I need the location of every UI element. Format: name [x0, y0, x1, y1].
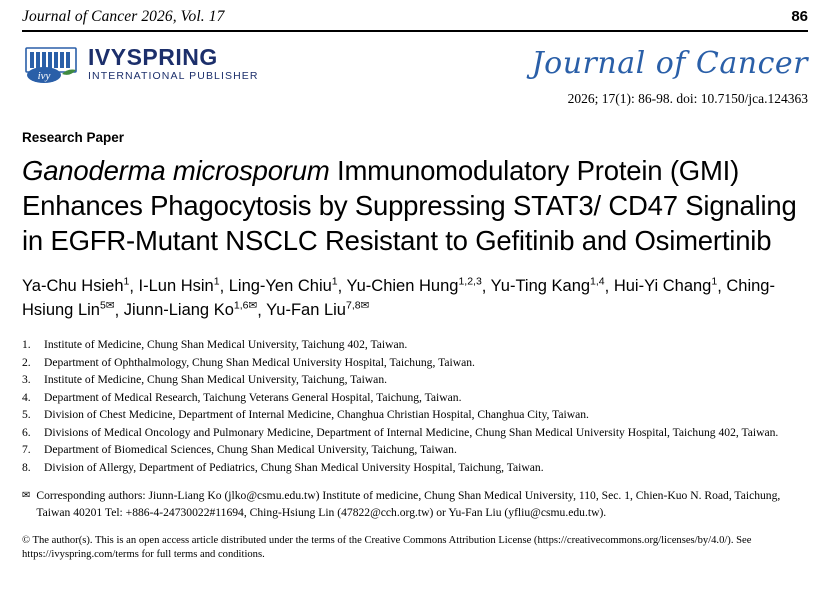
running-head	[22, 0, 808, 30]
affiliation-item	[22, 390, 808, 406]
envelope-icon: ✉	[105, 299, 115, 312]
affiliation-number: 5.	[22, 408, 31, 422]
author[interactable]	[229, 277, 338, 295]
affiliation-text: Institute of Medicine, Chung Shan Medical University, Taichung, Taiwan.	[44, 373, 388, 387]
svg-text:ivy: ivy	[37, 70, 51, 82]
author[interactable]	[124, 301, 258, 319]
author[interactable]	[266, 301, 369, 319]
author[interactable]	[614, 277, 717, 295]
affiliation-item	[22, 337, 808, 353]
affiliation-number: 6.	[22, 425, 31, 439]
publisher-brand[interactable]	[22, 42, 259, 86]
publisher-subtitle: INTERNATIONAL PUBLISHER	[88, 70, 259, 83]
header-divider	[22, 30, 808, 32]
ivyspring-logo-icon	[22, 42, 80, 86]
author[interactable]	[491, 277, 605, 295]
author-name: Ya-Chu Hsieh	[22, 277, 124, 296]
envelope-icon: ✉	[360, 299, 370, 312]
author-name: Hui-Yi Chang	[613, 277, 712, 296]
affiliation-item	[22, 372, 808, 388]
author-name: Yu-Ting Kang	[490, 277, 591, 296]
author-affiliation-marker: 1,2,3	[458, 275, 482, 288]
author[interactable]	[347, 277, 482, 295]
affiliation-text: Division of Chest Medicine, Department of Internal Medicine, Changhua Christian Hospital, Changhua City, Taiwan.	[44, 408, 589, 422]
publisher-name: IVYSPRING	[88, 44, 218, 71]
author-affiliation-marker: 1	[331, 275, 338, 288]
running-head-journal: Journal of Cancer 2026, Vol. 17	[22, 8, 225, 25]
affiliation-number: 7.	[22, 443, 31, 457]
affiliation-number: 8.	[22, 460, 31, 474]
author[interactable]	[22, 277, 129, 295]
affiliation-item	[22, 442, 808, 458]
author-affiliation-marker: 1	[213, 275, 220, 288]
corresponding-text: Corresponding authors: Jiunn-Liang Ko (jlko@csmu.edu.tw) Institute of medicine, Chung Shan Medical University, 110, Sec. 1, Chien-Kuo N. Road, Taichung, Taiwan 40201 Tel: +886-4-24730022#11694, Ching-Hsiung Lin (47822@cch.org.tw) or Yu-Fan Liu (yfliu@csmu.edu.tw).	[36, 489, 781, 519]
author-affiliation-marker: 5	[99, 299, 106, 312]
affiliation-item	[22, 355, 808, 371]
journal-block	[532, 42, 808, 107]
author-name: Yu-Fan Liu	[266, 301, 346, 320]
author[interactable]	[139, 277, 220, 295]
author-affiliation-marker: 1	[711, 275, 718, 288]
author-affiliation-marker: 7,8	[345, 299, 361, 312]
affiliation-number: 3.	[22, 373, 31, 387]
envelope-icon: ✉	[22, 490, 31, 502]
corresponding-authors	[22, 488, 808, 522]
author-name: I-Lun Hsin	[138, 277, 214, 296]
affiliation-item	[22, 425, 808, 441]
affiliation-text: Divisions of Medical Oncology and Pulmonary Medicine, Department of Internal Medicine, Chung Shan Medical University Hospital, Taichung 402, Taiwan.	[44, 425, 779, 439]
affiliation-number: 4.	[22, 390, 31, 404]
author-name: Jiunn-Liang Ko	[123, 301, 234, 320]
page-number: 86	[791, 8, 808, 25]
journal-citation: 2026; 17(1): 86-98. doi: 10.7150/jca.124363	[567, 91, 808, 106]
author-affiliation-marker: 1,6	[233, 299, 249, 312]
affiliation-number: 2.	[22, 355, 31, 369]
affiliation-item	[22, 460, 808, 476]
affiliation-list	[22, 337, 808, 476]
license-notice: © The author(s). This is an open access article distributed under the terms of the Creative Commons Attribution License (https://creativecommons.org/licenses/by/4.0/). See https://ivyspring.com/terms for full terms and conditions.	[22, 534, 752, 561]
affiliation-text: Department of Biomedical Sciences, Chung Shan Medical University, Taichung, Taiwan.	[44, 443, 457, 457]
author-list: Ya-Chu Hsieh$^1$, I-Lun Hsin$^1$, Ling-Yen Chiu$^1$, Yu-Chien Hung$^{1,2,3}$, Yu-Ting Kang$^{1,4}$, Hui-Yi Chang$^1$, Ching-Hsiung Lin$^{5✉}$, Jiunn-Liang $Ko^{1,6✉}$, Yu-Fan Liu$^{7,8✉}$	[22, 275, 775, 320]
article-type-label: Research Paper	[22, 130, 125, 145]
author-name: Ling-Yen Chiu	[228, 277, 332, 296]
page-title	[22, 153, 808, 259]
affiliation-item	[22, 407, 808, 423]
affiliation-text: Division of Allergy, Department of Pediatrics, Chung Shan Medical University Hospital, Taichung, Taiwan.	[44, 460, 544, 474]
author-affiliation-marker: 1	[123, 275, 130, 288]
affiliation-text: Department of Medical Research, Taichung Veterans General Hospital, Taichung, Taiwan.	[44, 390, 462, 404]
affiliation-number: 1.	[22, 338, 31, 352]
author-name: Ching-Hsiung Lin	[22, 277, 775, 320]
title-part: Immunomodulatory Protein (GMI) Enhances Phagocytosis by Suppressing STAT3/ CD47 Signaling in EGFR-Mutant NSCLC Resistant to Gefitinib and Osimertinib	[22, 155, 797, 257]
author-name: Yu-Chien Hung	[346, 277, 459, 296]
journal-title: Journal of Cancer	[531, 46, 808, 81]
title-part: Ganoderma microsporum	[22, 155, 330, 186]
envelope-icon: ✉	[248, 299, 258, 312]
author-affiliation-marker: 1,4	[590, 275, 605, 288]
masthead	[22, 42, 808, 120]
affiliation-text: Department of Ophthalmology, Chung Shan Medical University Hospital, Taichung, Taiwan.	[44, 355, 475, 369]
affiliation-text: Institute of Medicine, Chung Shan Medical University, Taichung 402, Taiwan.	[44, 338, 408, 352]
